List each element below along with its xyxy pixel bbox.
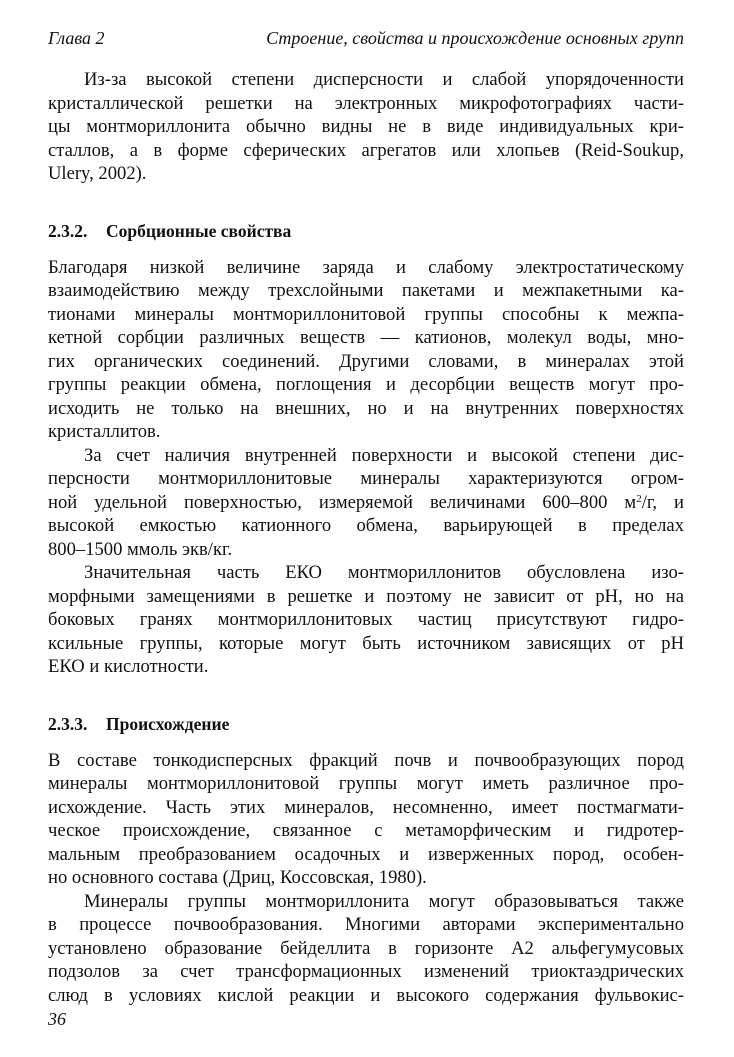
text-line: Ulery, 2002). bbox=[48, 163, 147, 184]
text-line: тионами минералы монтмориллонитовой группы способны к межпа- bbox=[48, 304, 684, 325]
text-line: ксильные группы, которые могут быть источником зависящих от pH bbox=[48, 633, 684, 654]
line-text: ной удельной поверхностью, измеряемой величинами 600–800 м bbox=[48, 492, 637, 513]
text-line: цы монтмориллонита обычно видны не в виде индивидуальных кри- bbox=[48, 116, 684, 137]
line-text: /г, и bbox=[641, 492, 684, 513]
text-line: установлено образование бейделлита в горизонте А2 альфегумусовых bbox=[48, 938, 684, 959]
running-header bbox=[48, 27, 684, 49]
text-line: морфными замещениями в решетке и поэтому не зависит от pH, но на bbox=[48, 586, 684, 607]
text-line: Значительная часть ЕКО монтмориллонитов обусловлена изо- bbox=[84, 562, 684, 583]
section-number: 2.3.3. bbox=[48, 714, 88, 734]
chapter-title: Строение, свойства и происхождение основных групп bbox=[266, 28, 684, 48]
chapter-label: Глава 2 bbox=[48, 28, 105, 48]
text-line: исхождение. Часть этих минералов, несомненно, имеет постмагмати- bbox=[48, 797, 684, 818]
text-line: За счет наличия внутренней поверхности и высокой степени дис- bbox=[84, 445, 684, 466]
text-line: подзолов за счет трансформационных изменений триоктаэдрических bbox=[48, 961, 684, 982]
text-line: кристаллической решетки на электронных микрофотографиях части- bbox=[48, 93, 684, 114]
text-line: мальным преобразованием осадочных и изверженных пород, особен- bbox=[48, 844, 684, 865]
text-line: слюд в условиях кислой реакции и высокого содержания фульвокис- bbox=[48, 985, 684, 1006]
text-line: Из-за высокой степени дисперсности и слабой упорядоченности bbox=[84, 69, 684, 90]
text-line: гих органических соединений. Другими словами, в минералах этой bbox=[48, 351, 684, 372]
text-line: группы реакции обмена, поглощения и десорбции веществ могут про- bbox=[48, 374, 684, 395]
page-number: 36 bbox=[48, 1009, 66, 1029]
text-line: боковых гранях монтмориллонитовых частиц присутствуют гидро- bbox=[48, 609, 684, 630]
text-line: исходить не только на внешних, но и на внутренних поверхностях bbox=[48, 398, 684, 419]
text-line: ЕКО и кислотности. bbox=[48, 656, 209, 677]
superscript: 2 bbox=[636, 493, 642, 505]
text-line: 800–1500 ммоль экв/кг. bbox=[48, 539, 233, 560]
text-line: В составе тонкодисперсных фракций почв и почвообразующих пород bbox=[48, 750, 684, 771]
section-heading bbox=[48, 713, 229, 735]
text-line: Благодаря низкой величине заряда и слабому электростатическому bbox=[48, 257, 684, 278]
text-line: сталлов, а в форме сферических агрегатов или хлопьев (Reid-Soukup, bbox=[48, 140, 684, 161]
section-title: Сорбционные свойства bbox=[106, 221, 292, 241]
text-line: персности монтмориллонитовые минералы характеризуются огром- bbox=[48, 468, 684, 489]
text-line: кетной сорбции различных веществ — катионов, молекул воды, мно- bbox=[48, 327, 684, 348]
section-number: 2.3.2. bbox=[48, 221, 88, 241]
section-heading bbox=[48, 220, 291, 242]
text-line: минералы монтмориллонитовой группы могут иметь различное про- bbox=[48, 773, 684, 794]
text-line: кристаллитов. bbox=[48, 421, 161, 442]
section-title: Происхождение bbox=[106, 714, 230, 734]
text-line: ческое происхождение, связанное с метаморфическим и гидротер- bbox=[48, 820, 684, 841]
text-line bbox=[48, 491, 684, 514]
text-line: взаимодействию между трехслойными пакетами и межпакетными ка- bbox=[48, 280, 684, 301]
text-line: но основного состава (Дриц, Коссовская, 1980). bbox=[48, 867, 427, 888]
text-line: Минералы группы монтмориллонита могут образовываться также bbox=[84, 891, 684, 912]
text-line: в процессе почвообразования. Многими авторами экспериментально bbox=[48, 914, 684, 935]
text-line: высокой емкостью катионного обмена, варьирующей в пределах bbox=[48, 515, 684, 536]
